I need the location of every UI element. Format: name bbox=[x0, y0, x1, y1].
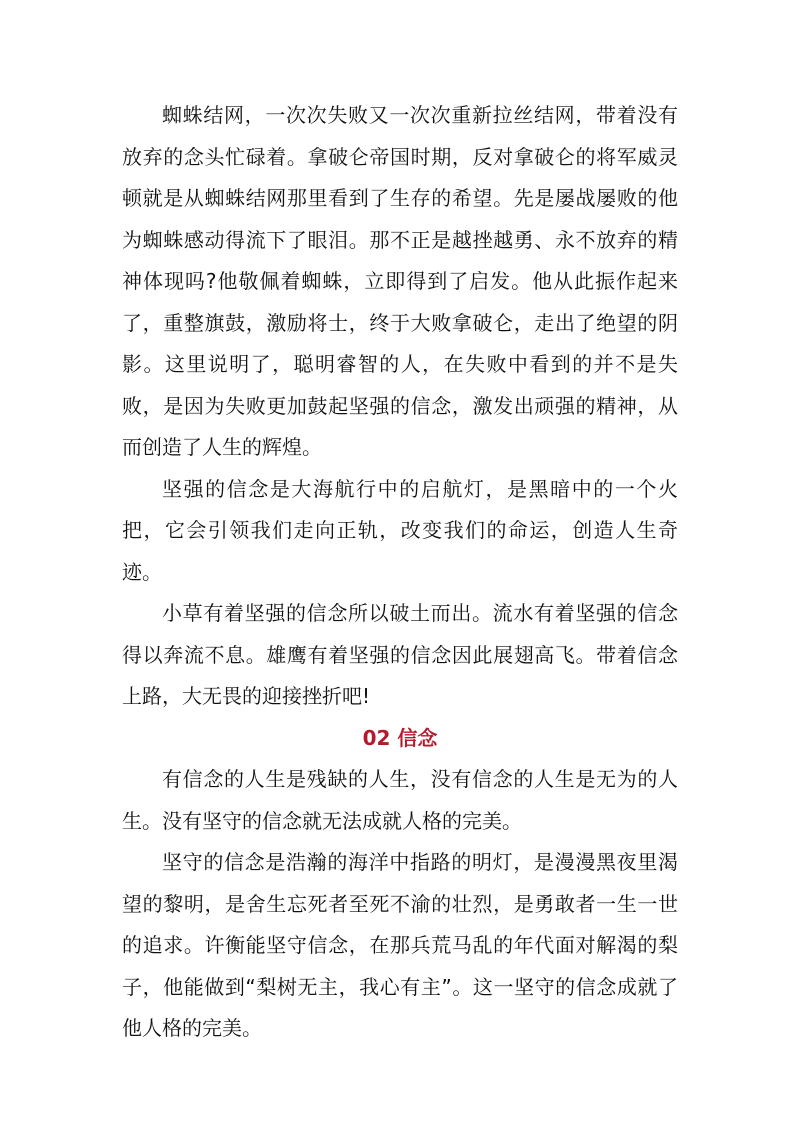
paragraph-spider: 蜘蛛结网，一次次失败又一次次重新拉丝结网，带着没有放弃的念头忙碌着。拿破仑帝国时期，反对拿破仑的将军威灵顿就是从蜘蛛结网那里看到了生存的希望。先是屡战屡败的他为蜘蛛感动得流下了眼泪。那不正是越挫越勇、永不放弃的精神体现吗?他敬佩着蜘蛛，立即得到了启发。他从此振作起来了，重整旗鼓，激励将士，终于大败拿破仑，走出了绝望的阴影。这里说明了，聪明睿智的人，在失败中看到的并不是失败，是因为失败更加鼓起坚强的信念，激发出顽强的精神，从而创造了人生的辉煌。 bbox=[122, 103, 678, 459]
paragraph-grass: 小草有着坚强的信念所以破土而出。流水有着坚强的信念得以奔流不息。雄鹰有着坚强的信念因此展翅高飞。带着信念上路，大无畏的迎接挫折吧! bbox=[122, 601, 678, 708]
paragraph-xu-heng: 坚守的信念是浩瀚的海洋中指路的明灯，是漫漫黑夜里渴望的黎明，是舍生忘死者至死不渝的壮烈，是勇敢者一生一世的追求。许衡能坚守信念，在那兵荒马乱的年代面对解渴的梨子，他能做到“梨树无主，我心有主”。这一坚守的信念成就了他人格的完美。 bbox=[122, 850, 678, 1040]
paragraph-lighthouse: 坚强的信念是大海航行中的启航灯，是黑暗中的一个火把，它会引领我们走向正轨，改变我们的命运，创造人生奇迹。 bbox=[122, 476, 678, 584]
document-body bbox=[122, 95, 678, 1050]
section-heading: 02 信念 bbox=[362, 725, 438, 750]
paragraph-faith-life: 有信念的人生是残缺的人生，没有信念的人生是无为的人生。没有坚守的信念就无法成就人格的完美。 bbox=[122, 767, 678, 833]
